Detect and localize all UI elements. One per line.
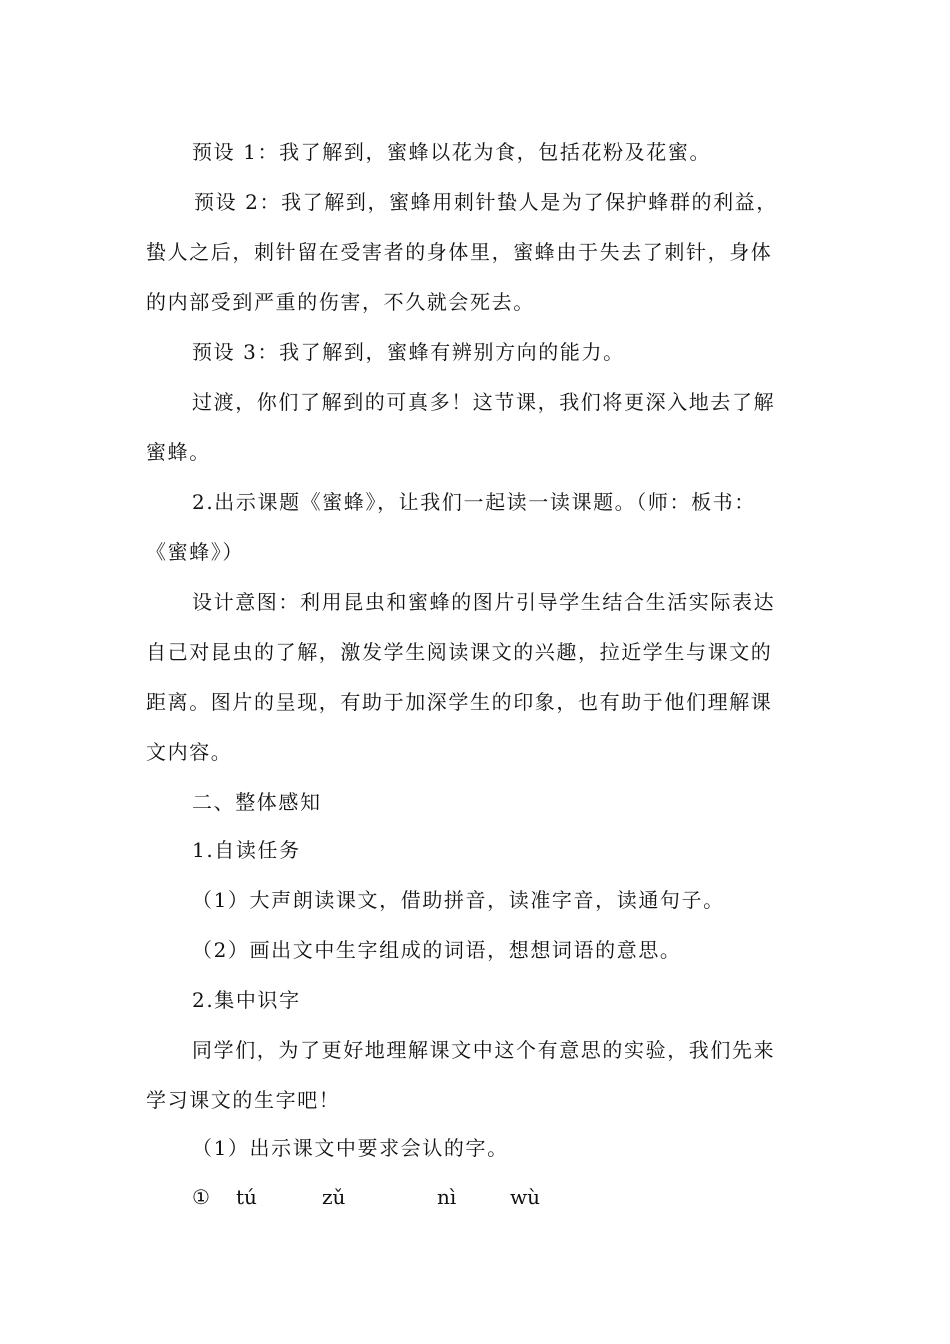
- paragraph-line: 预设 2：我了解到，蜜蜂用刺针蛰人是为了保护蜂群的利益，: [194, 190, 778, 214]
- circled-number-marker: ①: [192, 1185, 210, 1209]
- subsection-heading: 2.集中识字: [192, 988, 301, 1012]
- paragraph-line: 《蜜蜂》）: [146, 540, 244, 564]
- pinyin-item: zǔ: [322, 1185, 346, 1209]
- paragraph-line: 文内容。: [146, 740, 233, 764]
- paragraph-line: 过渡，你们了解到的可真多！这节课，我们将更深入地去了解: [192, 390, 776, 414]
- paragraph-line: 预设 3：我了解到，蜜蜂有辨别方向的能力。: [192, 340, 625, 364]
- paragraph-line: 2.出示课题《蜜蜂》，让我们一起读一读课题。（师：板书：: [192, 490, 756, 514]
- pinyin-item: nì: [437, 1185, 457, 1209]
- paragraph-line: 蜜蜂。: [146, 440, 211, 464]
- paragraph-line: 距离。图片的呈现，有助于加深学生的印象，也有助于他们理解课: [146, 690, 773, 714]
- paragraph-line: 蛰人之后，刺针留在受害者的身体里，蜜蜂由于失去了刺针，身体: [146, 240, 773, 264]
- subsection-heading: 1.自读任务: [192, 838, 301, 862]
- list-item: （1）大声朗读课文，借助拼音，读准字音，读通句子。: [192, 888, 725, 912]
- paragraph-line: 的内部受到严重的伤害，不久就会死去。: [146, 290, 535, 314]
- paragraph-line: 学习课文的生字吧！: [146, 1088, 341, 1112]
- paragraph-line: 自己对昆虫的了解，激发学生阅读课文的兴趣，拉近学生与课文的: [146, 640, 773, 664]
- pinyin-item: tú: [236, 1185, 257, 1209]
- list-item: （2）画出文中生字组成的词语，想想词语的意思。: [192, 938, 682, 962]
- paragraph-line: 同学们，为了更好地理解课文中这个有意思的实验，我们先来: [192, 1038, 776, 1062]
- list-item: （1）出示课文中要求会认的字。: [192, 1136, 509, 1160]
- section-heading: 二、整体感知: [192, 790, 322, 814]
- paragraph-line: 设计意图：利用昆虫和蜜蜂的图片引导学生结合生活实际表达: [192, 590, 776, 614]
- pinyin-item: wù: [510, 1185, 540, 1209]
- paragraph-line: 预设 1：我了解到，蜜蜂以花为食，包括花粉及花蜜。: [192, 140, 712, 164]
